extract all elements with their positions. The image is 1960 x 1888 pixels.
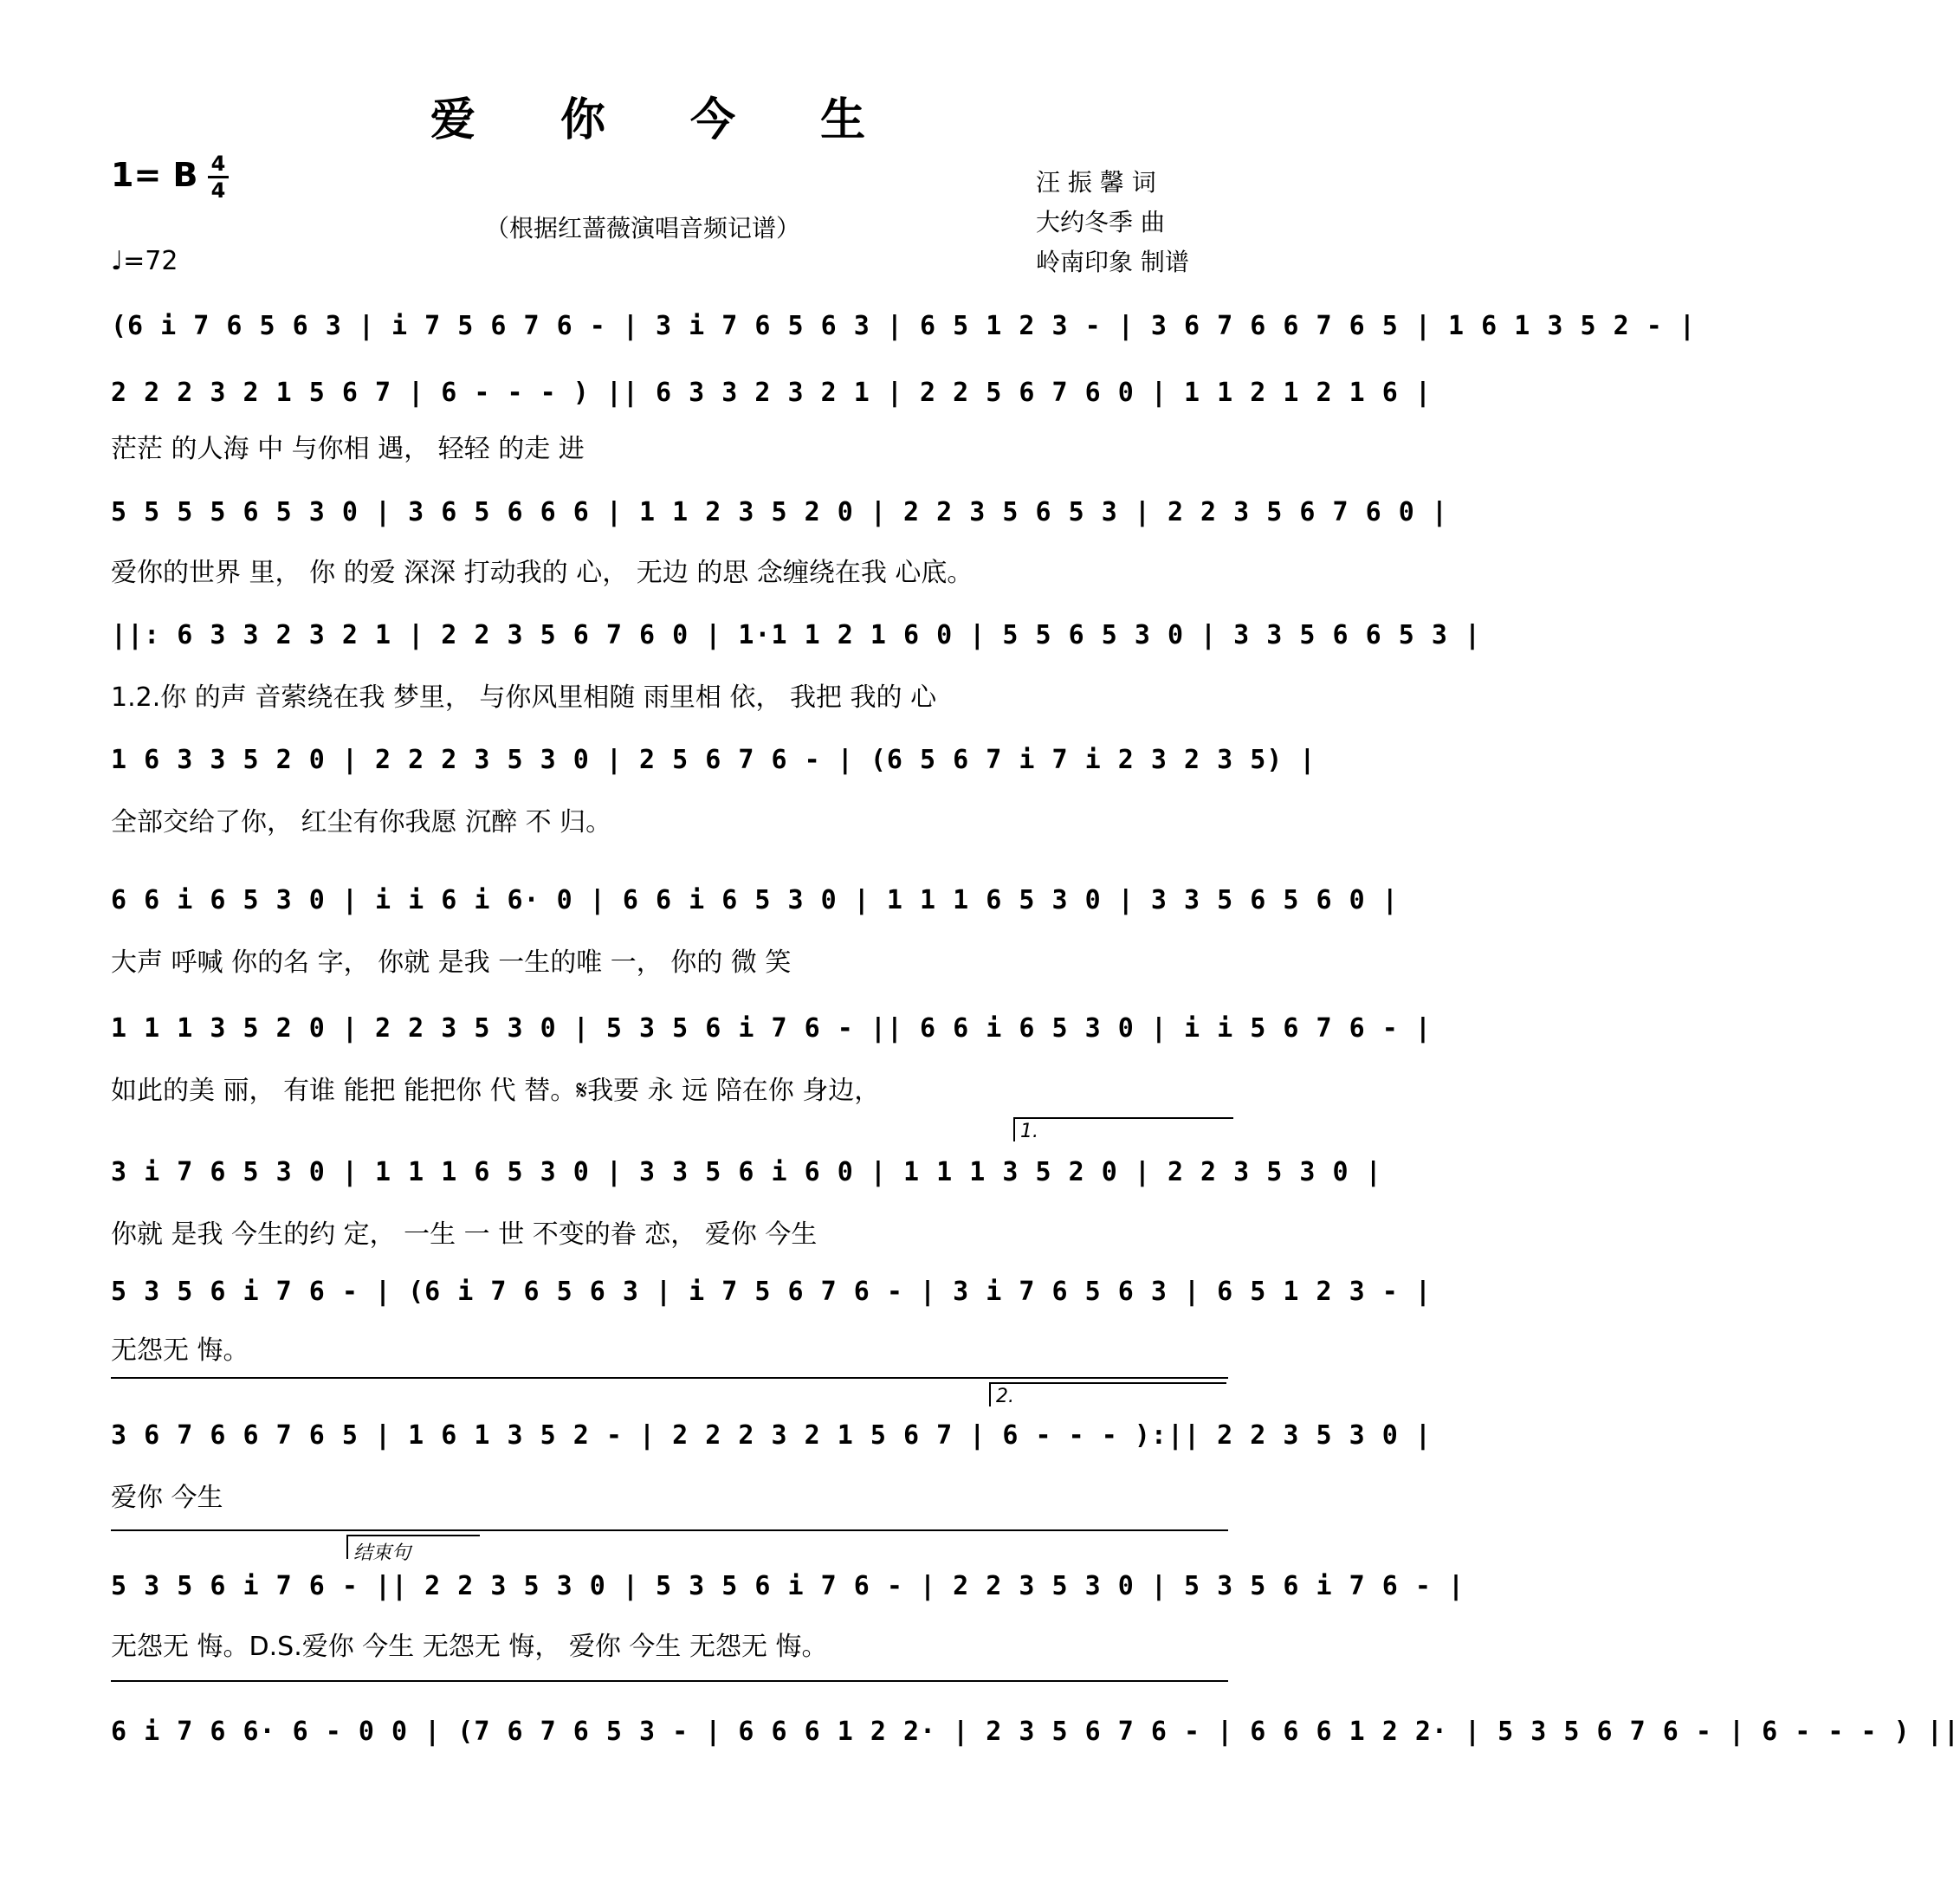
lyrics-row-9: 无怨无 悔。: [111, 1335, 249, 1366]
notation-row-5: 1 6 3 3 5 2 0 | 2 2 2 3 5 3 0 | 2 5 6 7 6 - | (6 5 6 7 i 7 i 2 3 2 3 5) |: [111, 745, 1316, 775]
credits: [1036, 163, 1189, 282]
notation-row-4: ||: 6 3 3 2 3 2 1 | 2 2 3 5 6 7 6 0 | 1·1 1 2 1 6 0 | 5 5 6 5 3 0 | 3 3 5 6 6 5 3 |: [111, 620, 1482, 650]
transcription-source-note: （根据红蔷薇演唱音频记谱）: [485, 214, 801, 242]
transcriber-credit: 岭南印象 制谱: [1036, 248, 1189, 276]
staff-divider-2: [111, 1529, 1228, 1531]
song-title: 爱 你 今 生: [430, 94, 901, 146]
lyrics-row-2: 茫茫 的人海 中 与你相 遇， 轻轻 的走 进: [111, 434, 585, 464]
key-signature: 1= B: [111, 156, 198, 194]
lyrics-row-5: 全部交给了你， 红尘有你我愿 沉醉 不 归。: [111, 807, 612, 837]
lyrics-row-6: 大声 呼喊 你的名 字， 你就 是我 一生的唯 一， 你的 微 笑: [111, 947, 792, 978]
lyrics-row-10: 爱你 今生: [111, 1483, 223, 1513]
lyricist-credit: 汪 振 馨 词: [1036, 168, 1156, 197]
time-signature-bottom: 4: [210, 178, 226, 203]
notation-row-1: (6 i 7 6 5 6 3 | i 7 5 6 7 6 - | 3 i 7 6 5 6 3 | 6 5 1 2 3 - | 3 6 7 6 6 7 6 5 | 1 6 1 3 5 2 - |: [111, 311, 1696, 341]
time-signature-top: 4: [210, 152, 226, 176]
time-signature: [208, 152, 229, 202]
notation-row-9: 5 3 5 6 i 7 6 - | (6 i 7 6 5 6 3 | i 7 5 6 7 6 - | 3 i 7 6 5 6 3 | 6 5 1 2 3 - |: [111, 1277, 1432, 1307]
notation-row-2: 2 2 2 3 2 1 5 6 7 | 6 - - - ) || 6 3 3 2 3 2 1 | 2 2 5 6 7 6 0 | 1 1 2 1 2 1 6 |: [111, 378, 1432, 408]
notation-row-11: 5 3 5 6 i 7 6 - || 2 2 3 5 3 0 | 5 3 5 6 i 7 6 - | 2 2 3 5 3 0 | 5 3 5 6 i 7 6 - |: [111, 1571, 1465, 1601]
notation-row-8: 3 i 7 6 5 3 0 | 1 1 1 6 5 3 0 | 3 3 5 6 i 6 0 | 1 1 1 3 5 2 0 | 2 2 3 5 3 0 |: [111, 1157, 1382, 1187]
composer-credit: 大约冬季 曲: [1036, 208, 1165, 236]
staff-divider-1: [111, 1377, 1228, 1379]
notation-row-10: 3 6 7 6 6 7 6 5 | 1 6 1 3 5 2 - | 2 2 2 3 2 1 5 6 7 | 6 - - - ):|| 2 2 3 5 3 0 |: [111, 1420, 1432, 1451]
lyrics-row-7: 如此的美 丽， 有谁 能把 能把你 代 替。𝄋我要 永 远 陪在你 身边，: [111, 1076, 881, 1106]
notation-row-3: 5 5 5 5 6 5 3 0 | 3 6 5 6 6 6 | 1 1 2 3 5 2 0 | 2 2 3 5 6 5 3 | 2 2 3 5 6 7 6 0 |: [111, 497, 1448, 527]
notation-row-7: 1 1 1 3 5 2 0 | 2 2 3 5 3 0 | 5 3 5 6 i 7 6 - || 6 6 i 6 5 3 0 | i i 5 6 7 6 - |: [111, 1013, 1432, 1044]
lyrics-row-11: 无怨无 悔。D.S.爱你 今生 无怨无 悔， 爱你 今生 无怨无 悔。: [111, 1632, 828, 1662]
lyrics-row-4: 1.2.你 的声 音萦绕在我 梦里， 与你风里相随 雨里相 依， 我把 我的 心: [111, 682, 937, 713]
notation-row-12: 6 i 7 6 6· 6 - 0 0 | (7 6 7 6 5 3 - | 6 6 6 1 2 2· | 2 3 5 6 7 6 - | 6 6 6 1 2 2· | 5 3 5 6 7 6 - | 6 - - - ) ||: [111, 1717, 1960, 1747]
second-ending-bracket: 2.: [989, 1382, 1226, 1406]
tempo-mark: ♩=72: [111, 246, 178, 276]
first-ending-bracket: 1.: [1013, 1117, 1233, 1141]
lyrics-row-3: 爱你的世界 里， 你 的爱 深深 打动我的 心， 无边 的思 念缠绕在我 心底。: [111, 558, 974, 588]
notation-row-6: 6 6 i 6 5 3 0 | i i 6 i 6· 0 | 6 6 i 6 5 3 0 | 1 1 1 6 5 3 0 | 3 3 5 6 5 6 0 |: [111, 885, 1399, 915]
ending-phrase-bracket: 结束句: [346, 1535, 480, 1559]
staff-divider-3: [111, 1680, 1228, 1682]
lyrics-row-8: 你就 是我 今生的约 定， 一生 一 世 不变的眷 恋， 爱你 今生: [111, 1219, 818, 1250]
